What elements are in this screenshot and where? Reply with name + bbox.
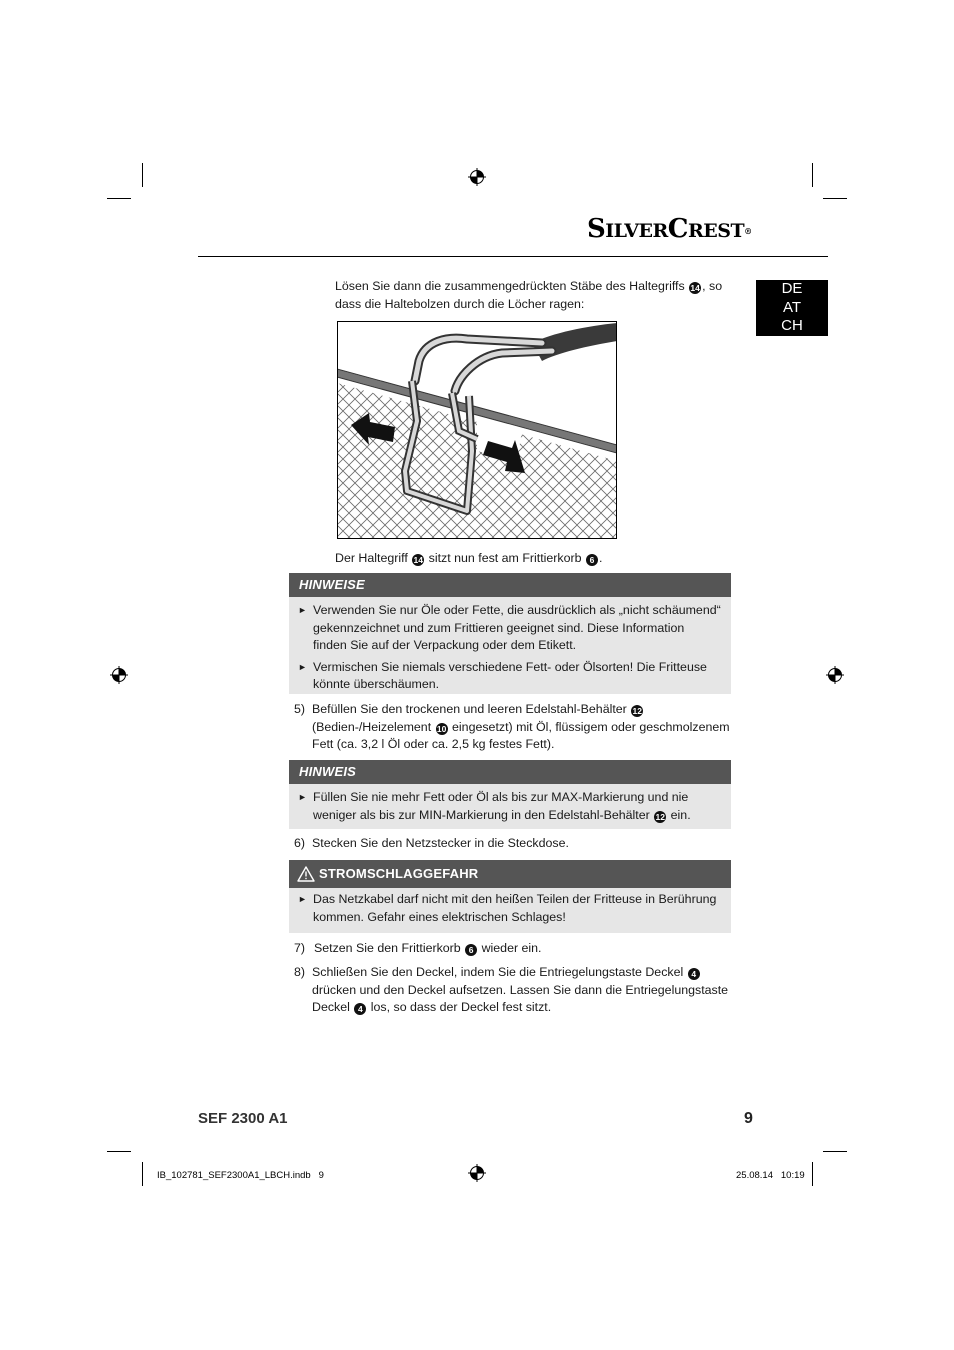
crop-mark [812, 163, 813, 187]
note-item: ► Füllen Sie nie mehr Fett oder Öl als bis zur MAX-Markierung und nie weniger als bis zur MIN-Markierung in den Edelstahl-Behälter 12 ein. [298, 790, 691, 822]
country-ch: CH [781, 317, 803, 334]
note-item: ► Verwenden Sie nur Öle oder Fette, die ausdrücklich als „nicht schäumend“ gekennzeichnet und zum Frittieren geeignet sind. Diese Information finden Sie auf der Verpackung oder dem Etikett. [298, 603, 721, 652]
crop-mark [142, 1162, 143, 1186]
crop-mark [107, 198, 131, 199]
ref-number: 12 [655, 811, 665, 822]
brand-logo: SILVERCREST® [587, 214, 752, 244]
crop-mark [823, 1151, 847, 1152]
ref-number: 6 [586, 554, 598, 566]
note-item: ► Vermischen Sie niemals verschiedene Fett- oder Ölsorten! Die Fritteuse könnte überschäumen. [298, 659, 707, 691]
crop-mark [823, 198, 847, 199]
ref-number: 10 [436, 723, 447, 734]
crop-mark [142, 163, 143, 187]
country-tab [756, 280, 828, 336]
step-8: 8) Schließen Sie den Deckel, indem Sie die Entriegelungstaste Deckel 4 drücken und den Deckel aufsetzen. Lassen Sie dann die Entriegelungstaste Deckel 4 los, so dass der Deckel fest sitzt. [294, 965, 729, 1014]
ref-number: 12 [632, 706, 642, 716]
basket-handle-illustration [337, 321, 617, 539]
registration-mark-icon [468, 1164, 486, 1182]
model-number: SEF 2300 A1 [198, 1110, 288, 1127]
bullet-arrow-icon: ► [298, 605, 307, 615]
figure-caption: Der Haltegriff 14 sitzt nun fest am Frittierkorb 6 . [335, 551, 603, 565]
registration-mark-icon [110, 666, 128, 684]
ref-number: 4 [688, 968, 700, 980]
note-box [289, 760, 731, 829]
step-5: 5) Befüllen Sie den trockenen und leeren Edelstahl-Behälter 12 (Bedien-/Heizelement 10 eingesetzt) mit Öl, flüssigem oder geschmolzenem Fett (ca. 3,2 l Öl oder ca. 2,5 kg festes Fett). [294, 702, 730, 751]
ref-number: 14 [413, 555, 423, 565]
step-7: 7) Setzen Sie den Frittierkorb 6 wieder ein. [294, 941, 542, 955]
note-title: HINWEIS [289, 760, 731, 784]
warning-icon [297, 866, 315, 882]
country-de: DE [781, 280, 803, 297]
country-at: AT [782, 298, 802, 316]
intro-paragraph: Lösen Sie dann die zusammengedrückten Stäbe des Haltegriffs 14 , so dass die Haltebolzen durch die Löcher ragen: [335, 279, 723, 311]
step-6: 6) Stecken Sie den Netzstecker in die Steckdose. [294, 836, 569, 850]
note-item: ► Das Netzkabel darf nicht mit den heißen Teilen der Fritteuse in Berührung kommen. Gefahr eines elektrischen Schlages! [298, 892, 717, 924]
danger-box [289, 860, 731, 933]
header-rule [198, 256, 828, 257]
print-timestamp: 25.08.14 10:19 [736, 1170, 805, 1181]
bullet-arrow-icon: ► [298, 661, 307, 672]
notes-box [289, 573, 731, 694]
file-slug: IB_102781_SEF2300A1_LBCH.indb 9 [157, 1170, 324, 1181]
registration-mark-icon [826, 666, 844, 684]
ref-number: 6 [465, 944, 477, 956]
crop-mark [107, 1151, 131, 1152]
crop-mark [812, 1162, 813, 1186]
bullet-arrow-icon: ► [298, 792, 307, 802]
bullet-arrow-icon: ► [298, 894, 307, 904]
notes-title: HINWEISE [289, 573, 731, 597]
registration-mark-icon [468, 168, 486, 186]
danger-title: STROMSCHLAGGEFAHR [319, 866, 479, 881]
page-number: 9 [744, 1110, 753, 1127]
ref-number: 4 [354, 1003, 366, 1015]
danger-title-bar [289, 860, 731, 888]
ref-number: 14 [690, 283, 700, 293]
